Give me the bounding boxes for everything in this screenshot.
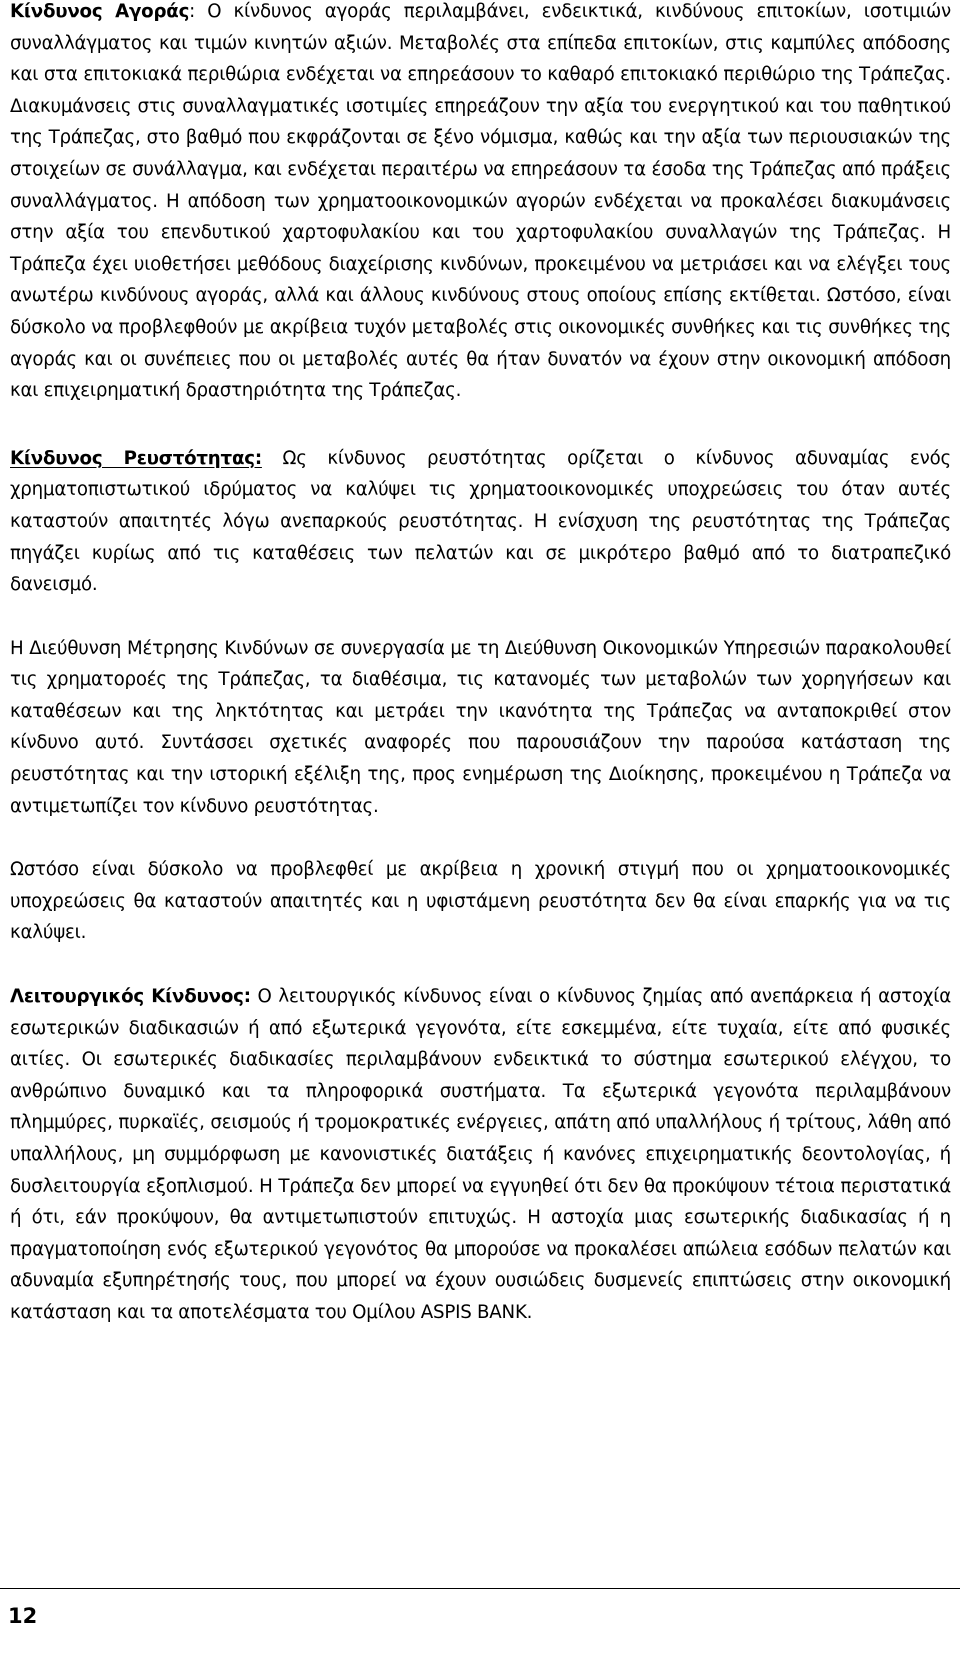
- liquidity-forecast-paragraph: [10, 854, 951, 949]
- footer-divider: [0, 1588, 960, 1589]
- market-risk-heading-colon: :: [189, 1, 196, 22]
- risk-measurement-paragraph: [10, 633, 951, 823]
- risk-measurement-text: Η Διεύθυνση Μέτρησης Κινδύνων σε συνεργασία με τη Διεύθυνση Οικονομικών Υπηρεσιών παρακολουθεί τις χρηματοροές της Τράπεζας, τα διαθέσιμα, τις κατανομές των μεταβολών των χορηγήσεων και καταθέσεων και της ληκτότητας και μετράει την ικανότητα της Τράπεζας να ανταποκριθεί στον κίνδυνο αυτό. Συντάσσει σχετικές αναφορές που παρουσιάζουν την παρούσα κατάσταση της ρευστότητας και την ιστορική εξέλιξη της, προς ενημέρωση της Διοίκησης, προκειμένου η Τράπεζα να αντιμετωπίζει τον κίνδυνο ρευστότητας.: [10, 637, 951, 817]
- market-risk-text: Ο κίνδυνος αγοράς περιλαμβάνει, ενδεικτικά, κινδύνους επιτοκίων, ισοτιμιών συναλλάγματος και τιμών κινητών αξιών. Μεταβολές στα επίπεδα επιτοκίων, στις καμπύλες απόδοσης και στα επιτοκιακά περιθώρια ενδέχεται να επηρεάσουν το καθαρό επιτοκιακό περιθώριο της Τράπεζας. Διακυμάνσεις στις συναλλαγματικές ισοτιμίες επηρεάζουν την αξία του ενεργητικού και του παθητικού της Τράπεζας, στο βαθμό που εκφράζονται σε ξένο νόμισμα, καθώς και την αξία των περιουσιακών της στοιχείων σε συνάλλαγμα, και ενδέχεται περαιτέρω να επηρεάσουν τα έσοδα της Τράπεζας από πράξεις συναλλάγματος. Η απόδοση των χρηματοοικονομικών αγορών ενδέχεται να προκαλέσει διακυμάνσεις στην αξία του επενδυτικού χαρτοφυλακίου και του χαρτοφυλακίου συναλλαγών της Τράπεζας. Η Τράπεζα έχει υιοθετήσει μεθόδους διαχείρισης κινδύνων, προκειμένου να μετριάσει και να ελέγξει τους ανωτέρω κινδύνους αγοράς, αλλά και άλλους κινδύνους στους οποίους επίσης εκτίθεται. Ωστόσο, είναι δύσκολο να προβλεφθούν με ακρίβεια τυχόν μεταβολές στις οικονομικές συνθήκες και τις συνθήκες της αγοράς και οι συνέπειες που οι μεταβολές αυτές θα ήταν δυνατόν να έχουν στην οικονομική απόδοση και επιχειρηματική δραστηριότητα της Τράπεζας.: [10, 1, 951, 402]
- liquidity-risk-paragraph: [10, 443, 951, 601]
- operational-risk-paragraph: [10, 981, 951, 1329]
- page-number: 12: [8, 1604, 38, 1628]
- liquidity-risk-text: Ως κίνδυνος ρευστότητας ορίζεται ο κίνδυνος αδυναμίας ενός χρηματοπιστωτικού ιδρύματος να καλύψει τις χρηματοοικονομικές υποχρεώσεις του όταν αυτές καταστούν απαιτητές λόγω ανεπαρκούς ρευστότητας. Η ενίσχυση της ρευστότητας της Τράπεζας πηγάζει κυρίως από τις καταθέσεις των πελατών και σε μικρότερο βαθμό από το διατραπεζικό δανεισμό.: [10, 447, 952, 596]
- liquidity-risk-heading: Κίνδυνος Ρευστότητας:: [10, 447, 262, 469]
- market-risk-paragraph: [10, 0, 951, 407]
- liquidity-forecast-text: Ωστόσο είναι δύσκολο να προβλεφθεί με ακρίβεια η χρονική στιγμή που οι χρηματοοικονομικές υποχρεώσεις θα καταστούν απαιτητές και η υφιστάμενη ρευστότητα δεν θα είναι επαρκής για να τις καλύψει.: [10, 859, 951, 944]
- operational-risk-text: Ο λειτουργικός κίνδυνος είναι ο κίνδυνος ζημίας από ανεπάρκεια ή αστοχία εσωτερικών διαδικασιών ή από εξωτερικά γεγονότα, είτε εσκεμμένα, είτε τυχαία, είτε από φυσικές αιτίες. Οι εσωτερικές διαδικασίες περιλαμβάνουν ενδεικτικά το σύστημα εσωτερικού ελέγχου, το ανθρώπινο δυναμικό και τα πληροφορικά συστήματα. Τα εξωτερικά γεγονότα περιλαμβάνουν πλημμύρες, πυρκαϊές, σεισμούς ή τρομοκρατικές ενέργειες, απάτη από υπαλλήλους ή τρίτους, λάθη από υπαλλήλους, μη συμμόρφωση με κανονιστικές διατάξεις ή κανόνες επιχειρηματικής δεοντολογίας, ή δυσλειτουργία εξοπλισμού. Η Τράπεζα δεν μπορεί να εγγυηθεί ότι δεν θα προκύψουν τέτοια περιστατικά ή ότι, εάν προκύψουν, θα αντιμετωπιστούν επιτυχώς. Η αστοχία μιας εσωτερικής διαδικασίας ή η πραγματοποίηση ενός εξωτερικού γεγονότος θα μπορούσε να προκαλέσει απώλεια εσόδων πελατών και αδυναμία εξυπηρέτησής τους, που μπορεί να έχουν ουσιώδεις δυσμενείς επιπτώσεις στην οικονομική κατάσταση και τα αποτελέσματα του Ομίλου ASPIS BANK.: [10, 986, 951, 1323]
- document-body: [10, 0, 951, 1329]
- market-risk-heading: Κίνδυνος Αγοράς: [10, 1, 190, 22]
- operational-risk-heading: Λειτουργικός Κίνδυνος:: [10, 986, 251, 1008]
